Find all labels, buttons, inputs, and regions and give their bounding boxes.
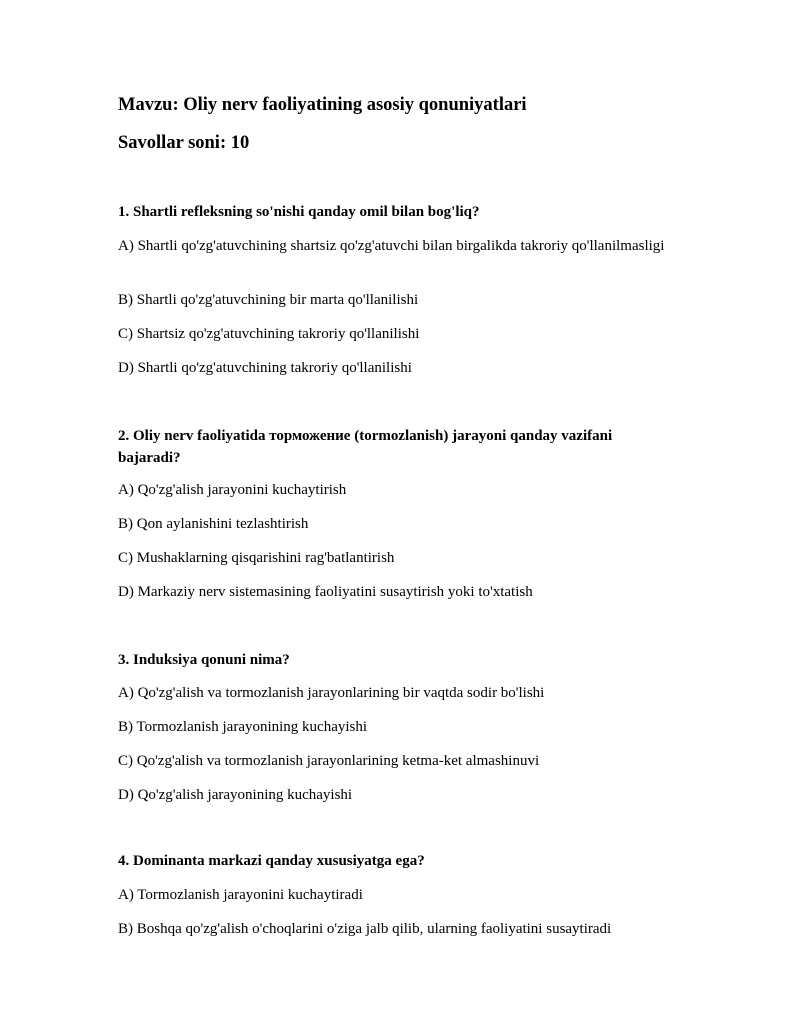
question-4-option-a: A) Tormozlanish jarayonini kuchaytiradi <box>118 887 363 903</box>
question-2-option-c: C) Mushaklarning qisqarishini rag'batlantirish <box>118 550 395 566</box>
question-3-text: 3. Induksiya qonuni nima? <box>118 652 290 668</box>
question-1-option-b: B) Shartli qo'zg'atuvchining bir marta qo'llanilishi <box>118 292 419 308</box>
question-1-text: 1. Shartli refleksning so'nishi qanday omil bilan bog'liq? <box>118 204 480 220</box>
question-3-option-c: C) Qo'zg'alish va tormozlanish jarayonlarining ketma-ket almashinuvi <box>118 753 540 769</box>
question-3-option-b: B) Tormozlanish jarayonining kuchayishi <box>118 719 368 735</box>
question-1-option-d: D) Shartli qo'zg'atuvchining takroriy qo'llanilishi <box>118 360 412 376</box>
question-2-text: 2. Oliy nerv faoliyatida торможение (tormozlanish) jarayoni qanday vazifani bajaradi? <box>118 428 613 466</box>
question-4-text: 4. Dominanta markazi qanday xususiyatga ega? <box>118 853 425 869</box>
question-1-option-c: C) Shartsiz qo'zg'atuvchining takroriy qo'llanilishi <box>118 326 420 342</box>
question-2-option-d: D) Markaziy nerv sistemasining faoliyatini susaytirish yoki to'xtatish <box>118 584 533 600</box>
question-1-option-a: A) Shartli qo'zg'atuvchining shartsiz qo'zg'atuvchi bilan birgalikda takroriy qo'llanilmasligi <box>118 238 665 254</box>
question-3-option-a: A) Qo'zg'alish va tormozlanish jarayonlarining bir vaqtda sodir bo'lishi <box>118 685 545 701</box>
question-2-option-a: A) Qo'zg'alish jarayonini kuchaytirish <box>118 482 347 498</box>
question-4-option-b: B) Boshqa qo'zg'alish o'choqlarini o'ziga jalb qilib, ularning faoliyatini susaytiradi <box>118 921 612 937</box>
question-count: Savollar soni: 10 <box>118 133 250 153</box>
document-title: Mavzu: Oliy nerv faoliyatining asosiy qonuniyatlari <box>118 95 527 115</box>
question-2-option-b: B) Qon aylanishini tezlashtirish <box>118 516 309 532</box>
question-3-option-d: D) Qo'zg'alish jarayonining kuchayishi <box>118 787 353 803</box>
